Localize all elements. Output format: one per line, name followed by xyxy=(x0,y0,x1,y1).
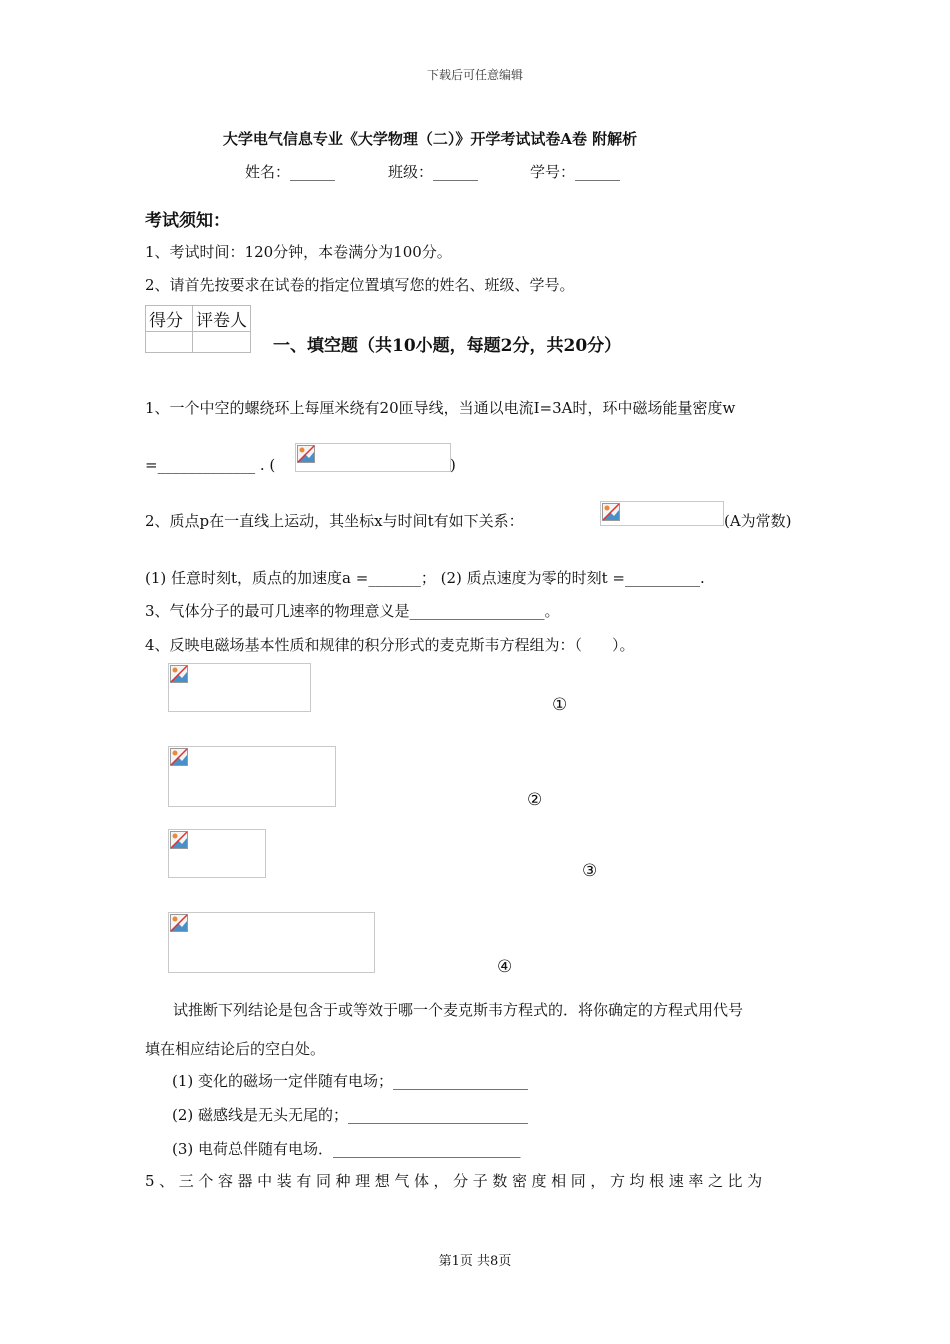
equation-image-4 xyxy=(168,912,375,973)
page-title: 大学电气信息专业《大学物理（二）》开学考试试卷A卷 附解析 xyxy=(222,130,638,148)
equation-image-2 xyxy=(168,746,336,807)
score-cell xyxy=(146,332,193,353)
notice-item-1: 1、考试时间：120分钟，本卷满分为100分。 xyxy=(145,243,452,261)
formula-image xyxy=(295,443,451,472)
name-field-label: 姓名：______ xyxy=(245,163,336,181)
equation-mark-4: ④ xyxy=(497,957,513,977)
broken-image-icon xyxy=(602,503,620,521)
question-4-text: 4、反映电磁场基本性质和规律的积分形式的麦克斯韦方程组为：（ ）。 xyxy=(145,636,635,654)
header-note: 下载后可任意编辑 xyxy=(426,68,523,82)
broken-image-icon xyxy=(170,748,188,766)
question-2-suffix: (A为常数) xyxy=(724,512,792,530)
question-2-text: 2、质点p在一直线上运动，其坐标x与时间t有如下关系： xyxy=(145,512,524,530)
question-3-text: 3、气体分子的最可几速率的物理意义是__________________。 xyxy=(145,602,560,620)
id-field-label: 学号：______ xyxy=(530,163,621,181)
question-4-sub-3: (3) 电荷总伴随有电场．_________________________ xyxy=(172,1140,521,1158)
formula-image xyxy=(600,501,724,526)
equation-mark-1: ① xyxy=(552,695,568,715)
section-title: 一、填空题（共10小题，每题2分，共20分） xyxy=(273,336,622,356)
question-4-sub-2: (2) 磁感线是无头无尾的；________________________ xyxy=(172,1106,529,1124)
equation-mark-2: ② xyxy=(527,790,543,810)
page-footer: 第1页 共8页 xyxy=(438,1254,512,1269)
broken-image-icon xyxy=(170,831,188,849)
broken-image-icon xyxy=(297,445,315,463)
equation-mark-3: ③ xyxy=(582,861,598,881)
question-2-sub: (1) 任意时刻t，质点的加速度a =_______； (2) 质点速度为零的时刻t =__________. xyxy=(145,569,705,587)
broken-image-icon xyxy=(170,665,188,683)
class-field-label: 班级：______ xyxy=(388,163,479,181)
notice-item-2: 2、请首先按要求在试卷的指定位置填写您的姓名、班级、学号。 xyxy=(145,276,575,294)
equation-image-3 xyxy=(168,829,266,878)
equation-image-1 xyxy=(168,663,311,712)
broken-image-icon xyxy=(170,914,188,932)
question-4-desc-1: 试推断下列结论是包含于或等效于哪一个麦克斯韦方程式的．将你确定的方程式用代号 xyxy=(173,1001,744,1019)
question-1-close: ) xyxy=(450,456,456,474)
question-5-text: 5、三个容器中装有同种理想气体，分子数密度相同，方均根速率之比为 xyxy=(145,1172,767,1190)
grader-header: 评卷人 xyxy=(193,306,251,332)
question-4-sub-1: (1) 变化的磁场一定伴随有电场；__________________ xyxy=(172,1072,529,1090)
score-header: 得分 xyxy=(146,306,193,332)
grader-cell xyxy=(193,332,251,353)
notice-title: 考试须知： xyxy=(145,211,230,231)
question-1-text: 1、一个中空的螺绕环上每厘米绕有20匝导线，当通以电流I=3A时，环中磁场能量密度w xyxy=(145,399,736,417)
question-1-blank: =_____________ . ( xyxy=(145,456,276,474)
score-table xyxy=(145,305,251,353)
question-4-desc-2: 填在相应结论后的空白处。 xyxy=(145,1040,326,1058)
